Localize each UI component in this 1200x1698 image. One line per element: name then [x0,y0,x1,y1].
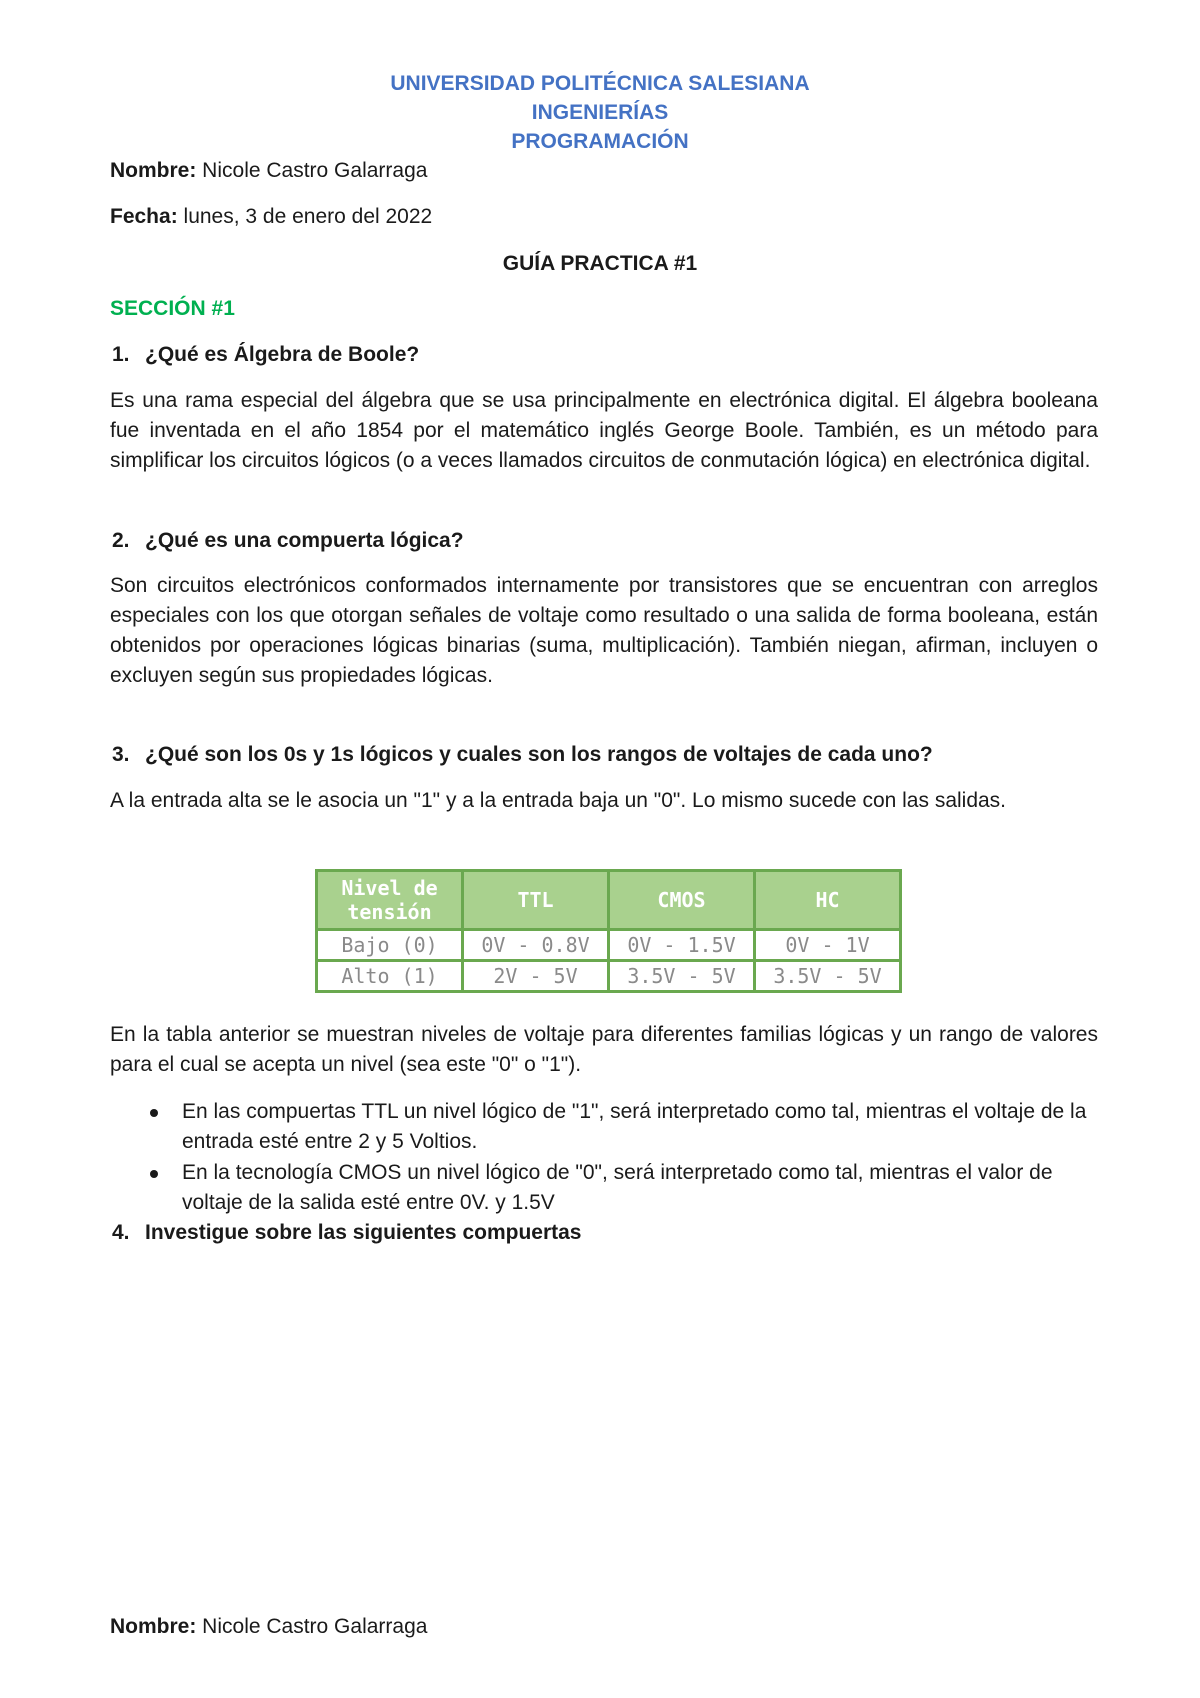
table-cell: 0V - 0.8V [463,930,609,961]
faculty-name: INGENIERÍAS [531,101,669,124]
table-cell: 0V - 1V [755,930,901,961]
header-line: Nivel de [341,876,438,900]
doc-title: GUÍA PRACTICA #1 [502,252,698,275]
table-header-cell: CMOS [609,871,755,930]
question-3 [112,741,933,769]
bullet-text: En las compuertas TTL un nivel lógico de "1", será interpretado como tal, mientras el voltaje de la entrada esté entre 2 y 5 Voltios. [182,1100,1087,1153]
question-text: ¿Qué es una compuerta lógica? [145,529,464,552]
header-line: tensión [347,900,432,924]
date-value: lunes, 3 de enero del 2022 [177,205,433,228]
question-number: 4. [112,1221,130,1244]
table-note: En la tabla anterior se muestran niveles de voltaje para diferentes familias lógicas y un rango de valores para el cual se acepta un nivel (sea este "0" o "1"). [110,1023,1098,1076]
table-cell: 3.5V - 5V [609,961,755,992]
subject-name: PROGRAMACIÓN [511,130,689,153]
table-cell: Bajo (0) [317,930,463,961]
answer-1: Es una rama especial del álgebra que se usa principalmente en electrónica digital. El álgebra booleana fue inventada en el año 1854 por el matemático inglés George Boole. También, es un método para simplificar los circuitos lógicos (o a veces llamados circuitos de conmutación lógica) en electrónica digital. [110,389,1098,472]
date-line [110,203,432,231]
table-header-cell: HC [755,871,901,930]
university-name: UNIVERSIDAD POLITÉCNICA SALESIANA [390,72,810,95]
table-header-cell: TTL [463,871,609,930]
section-title: SECCIÓN #1 [110,297,235,320]
question-2 [112,527,464,555]
table-cell: 0V - 1.5V [609,930,755,961]
table-header-cell [317,871,463,930]
date-label: Fecha: [110,205,178,228]
question-1 [112,341,420,369]
table-row [317,961,901,992]
voltage-levels-table [315,869,902,993]
question-number: 2. [112,529,130,552]
table-cell: 3.5V - 5V [755,961,901,992]
bullet-item [182,1097,1100,1157]
question-text: Investigue sobre las siguientes compuertas [145,1221,582,1244]
footer-name-label: Nombre: [110,1615,197,1638]
table-cell: 2V - 5V [463,961,609,992]
answer-2: Son circuitos electrónicos conformados internamente por transistores que se encuentran con arreglos especiales con los que otorgan señales de voltaje como resultado o una salida de forma booleana, están obtenidos por operaciones lógicas binarias (suma, multiplicación). También niegan, afirman, incluyen o excluyen según sus propiedades lógicas. [110,574,1098,687]
student-name-line [110,157,427,185]
bullet-text: En la tecnología CMOS un nivel lógico de "0", será interpretado como tal, mientras el valor de voltaje de la salida esté entre 0V. y 1.5V [182,1161,1053,1214]
footer-name-line [110,1613,427,1641]
footer-name: Nicole Castro Galarraga [196,1615,428,1638]
bullet-item [182,1158,1100,1218]
bullet-icon [150,1109,158,1117]
bullet-icon [150,1170,158,1178]
question-text: ¿Qué es Álgebra de Boole? [145,343,420,366]
answer-3: A la entrada alta se le asocia un "1" y a la entrada baja un "0". Lo mismo sucede con las salidas. [110,789,1007,812]
question-number: 1. [112,343,130,366]
table-cell: Alto (1) [317,961,463,992]
table-row [317,930,901,961]
student-name: Nicole Castro Galarraga [196,159,428,182]
name-label: Nombre: [110,159,197,182]
question-number: 3. [112,743,130,766]
table-header-row [317,871,901,930]
question-4 [112,1219,582,1247]
question-text: ¿Qué son los 0s y 1s lógicos y cuales son los rangos de voltajes de cada uno? [145,743,933,766]
